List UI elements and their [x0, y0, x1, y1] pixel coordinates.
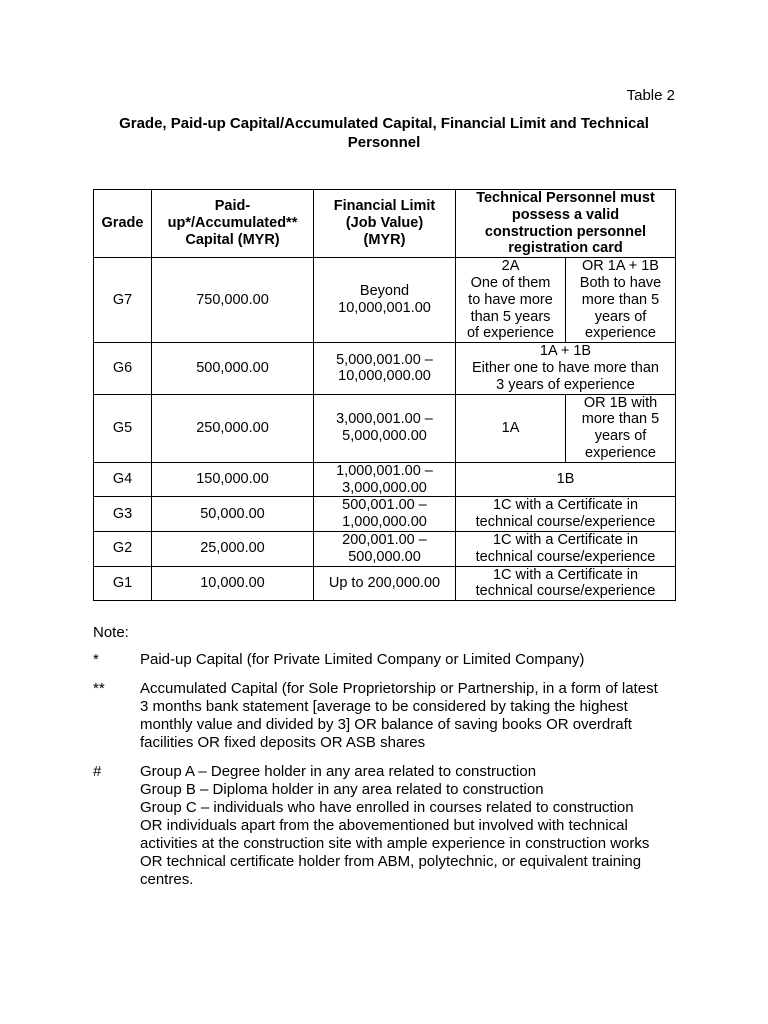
limit-cell: 5,000,001.00 – 10,000,000.00 [314, 343, 456, 394]
header-row [94, 190, 676, 258]
table-row [94, 462, 676, 497]
notes-section [93, 624, 693, 900]
tech-cell: 1C with a Certificate in technical course/experience [456, 566, 676, 601]
table-row [94, 258, 676, 343]
grade-cell: G5 [94, 394, 152, 462]
table-label: Table 2 [626, 87, 675, 104]
note-accumulated [93, 680, 693, 752]
note-symbol: ** [93, 680, 105, 697]
table-row [94, 394, 676, 462]
capital-cell: 150,000.00 [152, 462, 314, 497]
note-groups [93, 763, 693, 889]
capital-cell: 50,000.00 [152, 497, 314, 532]
limit-cell: 1,000,001.00 – 3,000,000.00 [314, 462, 456, 497]
limit-cell: 500,001.00 – 1,000,000.00 [314, 497, 456, 532]
capital-cell: 750,000.00 [152, 258, 314, 343]
note-label: Note: [93, 624, 129, 641]
tech-cell: 1C with a Certificate in technical course/experience [456, 531, 676, 566]
header-capital: Paid- up*/Accumulated** Capital (MYR) [152, 190, 314, 258]
tech-cell: 1B [456, 462, 676, 497]
tech-cell: OR 1A + 1B Both to have more than 5 years of experience [566, 258, 676, 343]
table-row [94, 531, 676, 566]
header-technical-personnel: Technical Personnel must possess a valid construction personnel registration card [456, 190, 676, 258]
title-line: Personnel [347, 134, 421, 151]
capital-cell: 10,000.00 [152, 566, 314, 601]
note-text: Accumulated Capital (for Sole Proprietorship or Partnership, in a form of latest 3 months bank statement [average to be considered by taking the highest monthly value and divided by 3] OR balance of saving books OR overdraft facilities OR fixed deposits OR ASB shares [140, 680, 658, 751]
note-text: Group A – Degree holder in any area related to construction Group B – Diploma holder in any area related to construction Group C – individuals who have enrolled in courses related to construction OR individuals apart from the abovementioned but involved with technical activities at the construction site with ample experience in construction works OR technical certificate holder from ABM, polytechnic, or equivalent training centres. [140, 763, 650, 888]
table-row [94, 497, 676, 532]
limit-cell: 3,000,001.00 – 5,000,000.00 [314, 394, 456, 462]
grade-cell: G3 [94, 497, 152, 532]
limit-cell: 200,001.00 – 500,000.00 [314, 531, 456, 566]
table-row [94, 343, 676, 394]
note-text: Paid-up Capital (for Private Limited Company or Limited Company) [140, 651, 585, 668]
note-symbol: * [93, 651, 99, 668]
title-line: Grade, Paid-up Capital/Accumulated Capital, Financial Limit and Technical [119, 115, 649, 132]
tech-cell: 1C with a Certificate in technical course/experience [456, 497, 676, 532]
table-row [94, 566, 676, 601]
limit-cell: Up to 200,000.00 [314, 566, 456, 601]
note-paid-up [93, 651, 693, 669]
header-grade: Grade [94, 190, 152, 258]
grade-cell: G6 [94, 343, 152, 394]
page-title [94, 114, 674, 152]
note-symbol: # [93, 763, 102, 780]
limit-cell: Beyond 10,000,001.00 [314, 258, 456, 343]
tech-cell: OR 1B with more than 5 years of experience [566, 394, 676, 462]
grade-cell: G4 [94, 462, 152, 497]
capital-cell: 250,000.00 [152, 394, 314, 462]
grade-cell: G7 [94, 258, 152, 343]
capital-cell: 25,000.00 [152, 531, 314, 566]
tech-cell: 1A + 1B Either one to have more than 3 years of experience [456, 343, 676, 394]
capital-cell: 500,000.00 [152, 343, 314, 394]
tech-cell: 1A [456, 394, 566, 462]
grade-cell: G1 [94, 566, 152, 601]
grade-cell: G2 [94, 531, 152, 566]
grade-table [93, 189, 676, 601]
header-financial-limit: Financial Limit (Job Value) (MYR) [314, 190, 456, 258]
tech-cell: 2A One of them to have more than 5 years of experience [456, 258, 566, 343]
